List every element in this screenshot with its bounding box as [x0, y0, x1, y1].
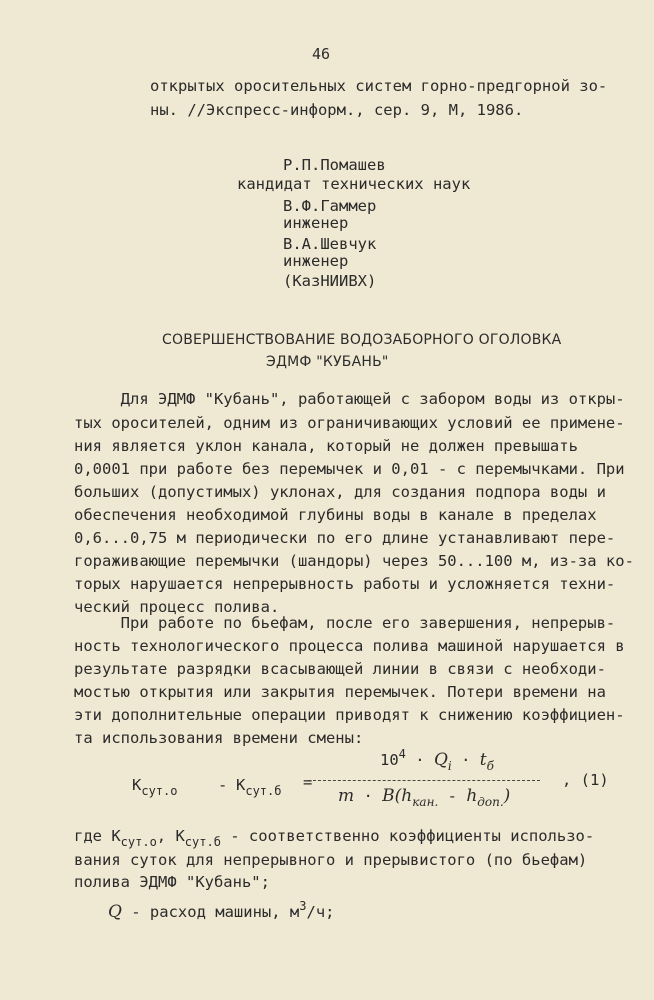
paragraph-2-line: мостью открытия или закрытия перемычек. Потери времени на [74, 683, 606, 701]
author-2-name: В.Ф.Гаммер [283, 197, 377, 215]
paragraph-1-line: 0,0001 при работе без перемычек и 0,01 - с перемычками. При [74, 460, 625, 478]
organization: (КазНИИВХ) [283, 272, 377, 290]
where-line-3: полива ЭДМФ "Кубань"; [74, 873, 270, 891]
author-1-title: кандидат технических наук [237, 175, 471, 193]
paragraph-2-line: эти дополнительные операции приводят к снижению коэффициен- [74, 706, 625, 724]
formula-equals: = [303, 773, 313, 791]
formula-lhs-minus: - [218, 776, 228, 794]
reference-line-1: открытых оросительных систем горно-предгорной зо- [150, 77, 608, 95]
paragraph-2-line: результате разрядки всасывающей линии в связи с необходи- [74, 660, 606, 678]
where-line-2: вания суток для непрерывного и прерывистого (по бьефам) [74, 851, 588, 869]
paragraph-1-line: 0,6...0,75 м периодически по его длине устанавливают пере- [74, 529, 616, 547]
paragraph-1-line: ческий процесс полива. [74, 598, 280, 616]
formula-denominator: $m \cdot B(h_{кан.} - h_{доп.})$ [338, 786, 511, 809]
author-3-name: В.А.Шевчук [283, 235, 377, 253]
author-3-title: инженер [283, 252, 349, 270]
q-definition: Q - расход машины, $м^3/ч$; [108, 899, 335, 922]
paragraph-1-line: торых нарушается непрерывность работы и усложняется техни- [74, 575, 616, 593]
author-2-title: инженер [283, 214, 349, 232]
paragraph-2-line: При работе по бьефам, после его завершения, непрерыв- [74, 614, 616, 632]
page-number: 46 [312, 45, 331, 63]
formula-lhs-term-2: $К_{сут.б}$ [236, 776, 282, 798]
reference-line-2: ны. //Экспресс-информ., сер. 9, М, 1986. [150, 101, 524, 119]
paragraph-1-line: тых оросителей, одним из ограничивающих условий ее примене- [74, 414, 625, 432]
paragraph-1-line: Для ЭДМФ "Кубань", работающей с забором воды из откры- [74, 390, 625, 408]
formula-lhs-term-1: $К_{сут.о}$ [132, 776, 178, 798]
article-title-line-2: ЭДМФ "КУБАНЬ" [266, 354, 389, 370]
author-1-name: Р.П.Помашев [283, 156, 386, 174]
paragraph-2-line: та использования времени смены: [74, 729, 364, 747]
article-title-line-1: СОВЕРШЕНСТВОВАНИЕ ВОДОЗАБОРНОГО ОГОЛОВКА [162, 332, 562, 348]
paragraph-1-line: ния является уклон канала, который не должен превышать [74, 437, 578, 455]
paragraph-1-line: обеспечения необходимой глубины воды в канале в пределах [74, 506, 597, 524]
where-line-1: где $К_{сут.о}$, $К_{сут.б}$ - соответственно коэффициенты использо- [74, 827, 595, 849]
formula-numerator: $10^4 \cdot Q_i \cdot t_б$ [380, 747, 494, 773]
formula-fraction-line [308, 780, 540, 781]
paragraph-2-line: ность технологического процесса полива машиной нарушается в [74, 637, 625, 655]
paragraph-1-line: гораживающие перемычки (шандоры) через 50...100 м, из-за ко- [74, 552, 634, 570]
formula-number: , (1) [562, 771, 609, 789]
paragraph-1-line: больших (допустимых) уклонах, для создания подпора воды и [74, 483, 606, 501]
